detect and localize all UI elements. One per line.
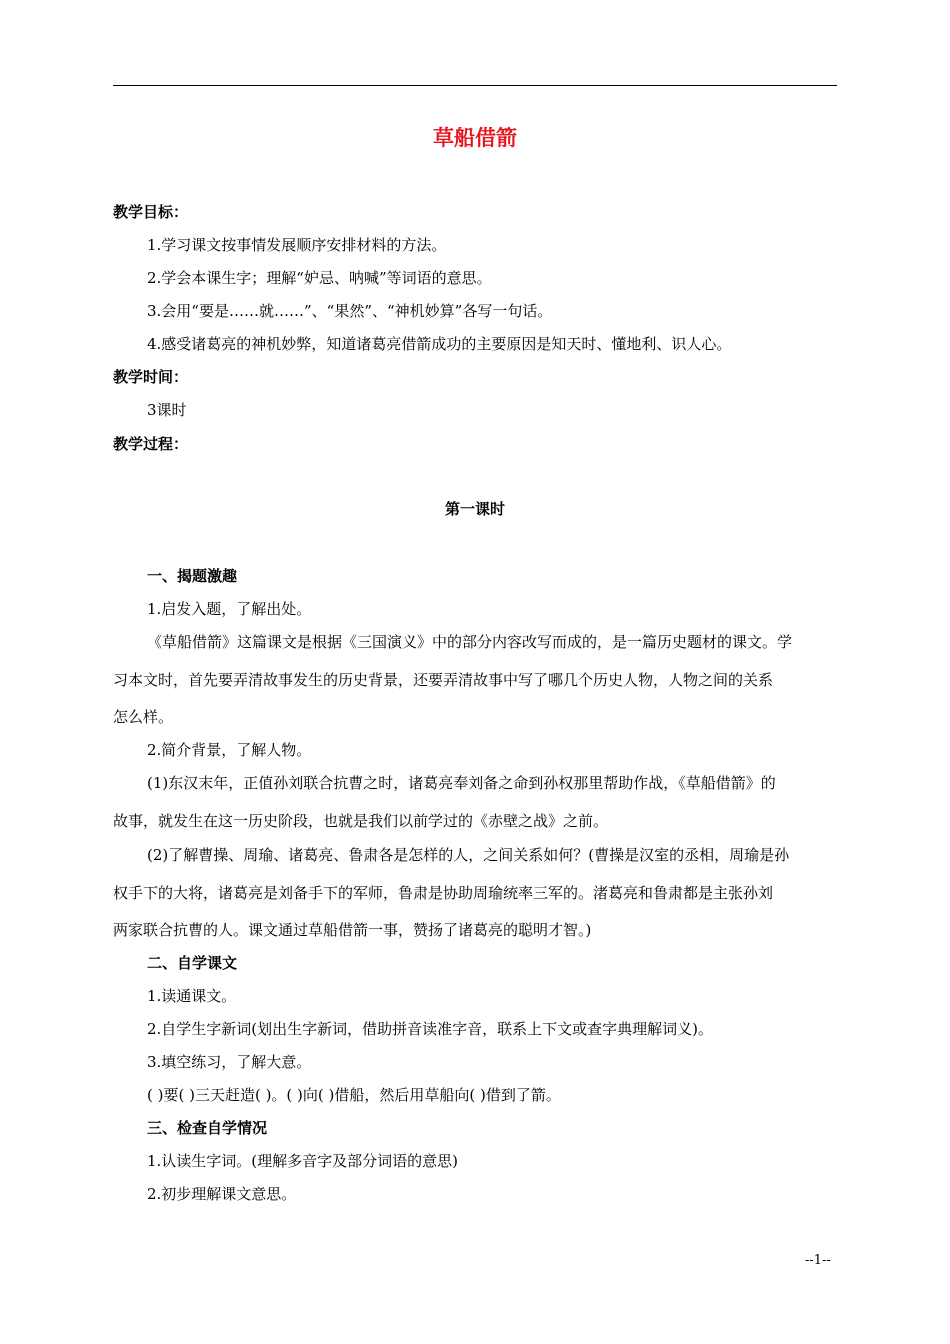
process-heading: 教学过程：	[113, 435, 189, 453]
time-value: 3课时	[147, 401, 187, 419]
lesson-heading: 第一课时	[444, 500, 505, 518]
section-heading: 三、检查自学情况	[147, 1119, 268, 1137]
section-heading: 一、揭题激趣	[147, 567, 238, 585]
paragraph-line: 怎么样。	[113, 708, 174, 726]
document-title: 草船借箭	[433, 126, 517, 150]
page-number: --1--	[805, 1253, 831, 1268]
list-item: 3.填空练习，了解大意。	[147, 1053, 312, 1071]
fill-in-blank-line: ( )要( )三天赶造( )。( )向( )借船，然后用草船向( )借到了箭。	[147, 1086, 561, 1104]
list-item: 1.读通课文。	[147, 987, 237, 1005]
paragraph-line: 权手下的大将，诸葛亮是刘备手下的军师，鲁肃是协助周瑜统率三军的。渚葛亮和鲁肃都是主张孙刘	[113, 884, 774, 902]
list-item: 1.认读生字词。(理解多音字及部分词语的意思)	[147, 1152, 459, 1170]
list-item: 2.自学生字新词(划出生字新词，借助拼音读准字音，联系上下文或查字典理解词义)。	[147, 1020, 714, 1038]
time-heading: 教学时间：	[113, 368, 189, 386]
objective-item: 1.学习课文按事情发展顺序安排材料的方法。	[147, 236, 447, 254]
objectives-heading: 教学目标：	[113, 203, 189, 221]
paragraph-line: 习本文时，首先要弄清故事发生的历史背景，还要弄清故事中写了哪几个历史人物，人物之间的关系	[113, 671, 774, 689]
objective-item: 2.学会本课生字；理解“妒忌、呐喊”等词语的意思。	[147, 269, 492, 287]
objective-item: 3.会用“要是……就……”、“果然”、“神机妙算”各写一句话。	[147, 302, 553, 320]
objective-item: 4.感受诸葛亮的神机妙弊，知道诸葛亮借箭成功的主要原因是知天时、懂地利、识人心。	[147, 335, 732, 353]
paragraph-line: 两家联合抗曹的人。课文通过草船借箭一事，赞扬了诸葛亮的聪明才智。)	[113, 921, 592, 939]
step-item: 2.简介背景，了解人物。	[147, 741, 312, 759]
paragraph-line: 故事，就发生在这一历史阶段，也就是我们以前学过的《赤壁之战》之前。	[113, 812, 609, 830]
paragraph-line: 《草船借箭》这篇课文是根据《三国演义》中的部分内容改写而成的，是一篇历史题材的课文。学	[147, 633, 793, 651]
list-item: 2.初步理解课文意思。	[147, 1185, 297, 1203]
paragraph-line: (1)东汉末年，正值孙刘联合抗曹之时，诸葛亮奉刘备之命到孙权那里帮助作战，《草船借箭》的	[147, 774, 776, 792]
step-item: 1.启发入题，了解出处。	[147, 600, 312, 618]
header-rule	[113, 85, 837, 86]
paragraph-line: (2)了解曹操、周瑜、诸葛亮、鲁肃各是怎样的人，之间关系如何？(曹操是汉室的丞相，周瑜是孙	[147, 846, 790, 864]
section-heading: 二、自学课文	[147, 954, 238, 972]
